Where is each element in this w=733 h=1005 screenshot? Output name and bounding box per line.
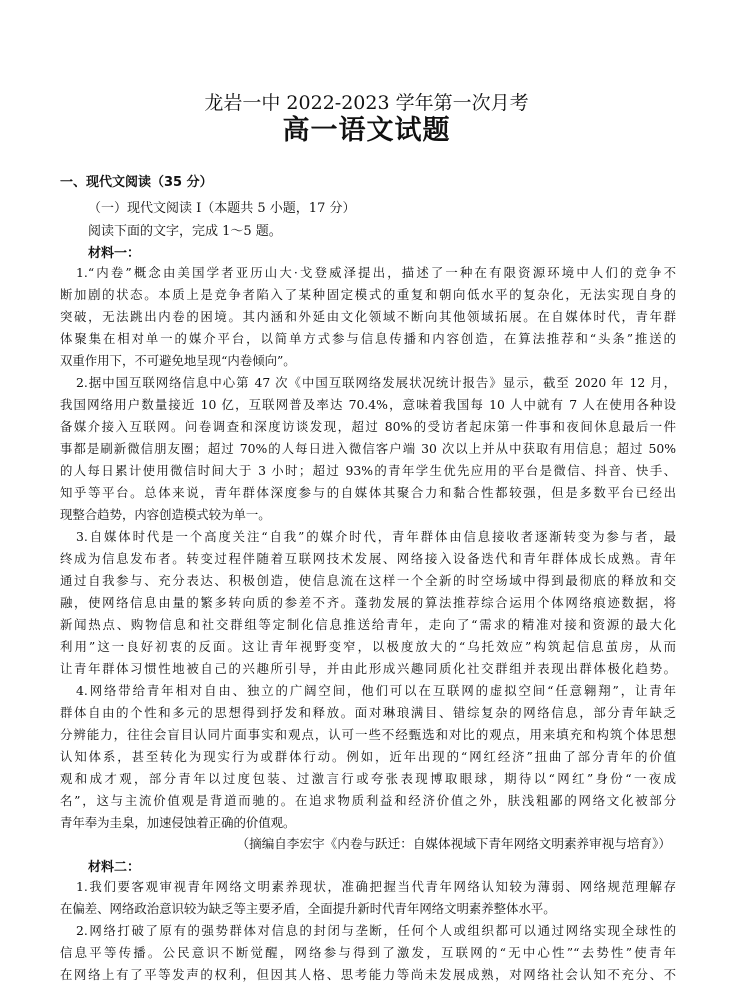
paragraph-line: 的人每日累计使用微信时间大于 3 小时；超过 93%的青年学生优先应用的平台是微信、抖音、快手、 [60, 463, 676, 478]
paragraph-line: 新闻热点、购物信息和社交群组等定制化信息推送给青年，走向了“需求的精准对接和资源的最大化 [60, 617, 676, 632]
paragraph-line: 在网络上有了平等发声的权利，但因其人格、思考能力等尚未发展成熟，对网络社会认知不充分、不 [60, 967, 676, 982]
paragraph-line: 体聚集在相对单一的媒介平台，以简单方式参与信息传播和内容创造，在算法推荐和“头条”推送的 [60, 331, 676, 346]
paragraph-line: 终成为信息发布者。转变过程伴随着互联网技术发展、网络接入设备迭代和青年群体成长成熟。青年 [60, 551, 676, 566]
paragraph-line: 分辨能力，往往会盲目认同片面事实和观点，认可一些不经甄选和对比的观点，用来填充和构筑个体思想 [60, 727, 676, 742]
paragraph-line: 群体自由的个性和多元的思想得到抒发和释放。面对琳琅满目、错综复杂的网络信息，部分青年缺乏 [60, 705, 676, 720]
paragraph-line: 1.“内卷”概念由美国学者亚历山大·戈登威泽提出，描述了一种在有限资源环境中人们的竞争不 [76, 265, 676, 280]
paragraph-line: 知乎等平台。总体来说，青年群体深度参与的自媒体其聚合力和黏合性都较强，但是多数平台已经出 [60, 485, 676, 500]
paragraph-line: 我国网络用户数量接近 10 亿，互联网普及率达 70.4%，意味着我国每 10 人中就有 7 人在使用各种设 [60, 397, 676, 412]
paragraph-line: 4.网络带给青年相对自由、独立的广阔空间，他们可以在互联网的虚拟空间“任意翱翔”，让青年 [76, 683, 676, 698]
material-two-label: 材料二： [88, 860, 141, 875]
paragraph-line: 突破，无法跳出内卷的困境。其内涵和外延由文化领域不断向其他领域拓展。在自媒体时代，青年群 [60, 309, 676, 324]
paragraph-line: 认知体系，甚至转化为现实行为或群体行动。例如，近年出现的“网红经济”扭曲了部分青年的价值 [60, 749, 676, 764]
instruction-text: 阅读下面的文字，完成 1～5 题。 [88, 224, 282, 239]
paragraph-line: 让青年群体习惯性地被自己的兴趣所引导，并由此形成兴趣同质化社交群组并表现出群体极化趋势。 [60, 661, 676, 676]
paragraph-line: 2.网络打破了原有的强势群体对信息的封闭与垄断，任何个人或组织都可以通过网络实现全球性的 [76, 923, 676, 938]
paragraph-line: 事都是刷新微信朋友圈；超过 70%的人每日进入微信客户端 30 次以上并从中获取有用信息；超过 50% [60, 441, 676, 456]
paragraph-line: 断加剧的状态。本质上是竞争者陷入了某种固定模式的重复和朝向低水平的复杂化，无法实现自身的 [60, 287, 676, 302]
paragraph-line: 融，使网络信息由量的繁多转向质的参差不齐。蓬勃发展的算法推荐综合运用个体网络痕迹数据，将 [60, 595, 676, 610]
paragraph-line: 双重作用下，不可避免地呈现“内卷倾向”。 [60, 353, 296, 368]
paragraph-line: 备媒介接入互联网。问卷调查和深度访谈发现，超过 80%的受访者起床第一件事和夜间休息最后一件 [60, 419, 676, 434]
paragraph-line: 2.据中国互联网络信息中心第 47 次《中国互联网络发展状况统计报告》显示，截至 2020 年 12 月， [76, 375, 676, 390]
section-heading: 一、现代文阅读（35 分） [60, 175, 213, 190]
paragraph-line: 名”，这与主流价值观是背道而驰的。在追求物质利益和经济价值之外，肤浅粗鄙的网络文化被部分 [60, 793, 676, 808]
paragraph-line: 3.自媒体时代是一个高度关注“自我”的媒介时代，青年群体由信息接收者逐渐转变为参与者，最 [76, 529, 676, 544]
paragraph-line: 现整合趋势，内容创造模式较为单一。 [60, 507, 271, 522]
paragraph-line: 通过自我参与、充分表达、积极创造，使信息流在这样一个全新的时空场域中得到最彻底的释放和交 [60, 573, 676, 588]
exam-title: 高一语文试题 [282, 115, 451, 146]
paragraph-line: 观和成才观，部分青年以过度包装、过激言行或夸张表现博取眼球，期待以“网红”身份“一夜成 [60, 771, 676, 786]
paragraph-line: 在偏差、网络政治意识较为缺乏等主要矛盾，全面提升新时代青年网络文明素养整体水平。 [60, 901, 556, 916]
subsection-heading: （一）现代文阅读 I（本题共 5 小题，17 分） [88, 201, 356, 216]
paragraph-line: 信息平等传播。公民意识不断觉醒，网络参与得到了激发，互联网的“无中心性”“去势性”使青年 [60, 945, 676, 960]
material-one-label: 材料一： [88, 246, 141, 261]
exam-subtitle: 龙岩一中 2022-2023 学年第一次月考 [204, 92, 529, 114]
paragraph-line: 利用”这一良好初衷的反面。这让青年视野变窄，以极度放大的“乌托效应”构筑起信息茧房，从而 [60, 639, 676, 654]
paragraph-line: 1.我们要客观审视青年网络文明素养现状，准确把握当代青年网络认知较为薄弱、网络规范理解存 [76, 879, 676, 894]
paragraph-line: 青年奉为圭臬，加速侵蚀着正确的价值观。 [60, 815, 296, 830]
source-citation: （摘编自李宏宇《内卷与跃迁：自媒体视域下青年网络文明素养审视与培育》） [236, 836, 671, 851]
